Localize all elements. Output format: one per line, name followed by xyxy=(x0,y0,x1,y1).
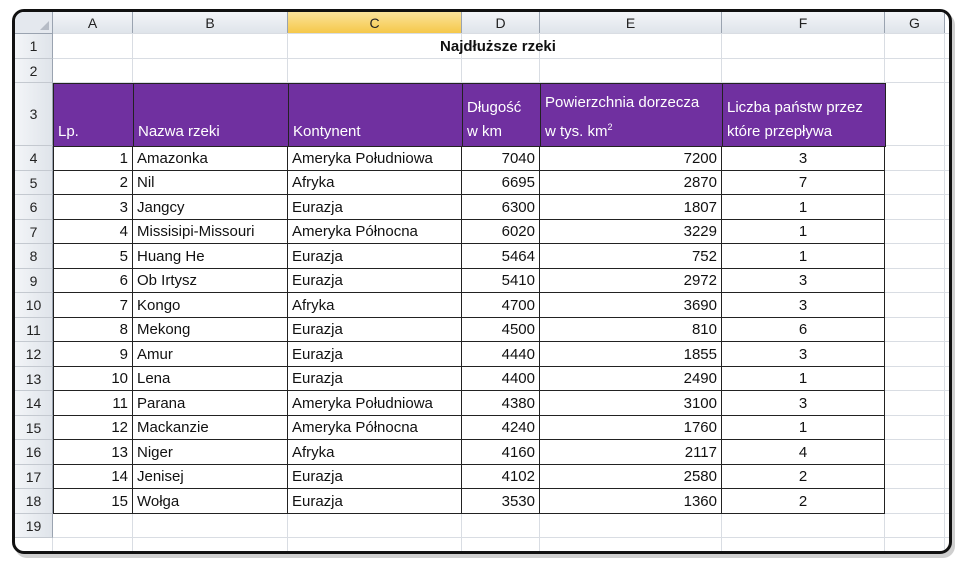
cell-length[interactable]: 6300 xyxy=(462,195,540,220)
row-header-18[interactable]: 18 xyxy=(15,489,53,514)
cell-basin[interactable]: 2117 xyxy=(540,440,722,465)
cell-countries[interactable]: 1 xyxy=(722,367,885,391)
header-length-line2-text: w km xyxy=(467,123,502,140)
cell-lp[interactable]: 3 xyxy=(53,195,133,220)
header-lp-label: Lp. xyxy=(58,123,79,140)
cell-name[interactable]: Jenisej xyxy=(133,465,288,489)
cell-countries[interactable]: 2 xyxy=(722,465,885,489)
column-header-d[interactable]: D xyxy=(462,12,540,34)
row-header-6[interactable]: 6 xyxy=(15,195,53,220)
header-length-line1: Długość xyxy=(467,99,522,116)
cell-basin[interactable]: 810 xyxy=(540,318,722,342)
cell-countries[interactable]: 4 xyxy=(722,440,885,465)
cell-lp[interactable]: 13 xyxy=(53,440,133,465)
cell-name[interactable]: Mekong xyxy=(133,318,288,342)
cell-continent[interactable]: Afryka xyxy=(288,440,462,465)
cell-length[interactable]: 4400 xyxy=(462,367,540,391)
row-header-9[interactable]: 9 xyxy=(15,269,53,293)
row-header-5[interactable]: 5 xyxy=(15,171,53,195)
row-header-12[interactable]: 12 xyxy=(15,342,53,367)
cell-countries[interactable]: 7 xyxy=(722,171,885,195)
gridline xyxy=(944,34,945,554)
cell-continent[interactable]: Ameryka Południowa xyxy=(288,146,462,171)
cell-continent[interactable]: Eurazja xyxy=(288,342,462,367)
cell-continent[interactable]: Eurazja xyxy=(288,465,462,489)
column-header-c[interactable]: C xyxy=(288,12,462,34)
cell-basin[interactable]: 7200 xyxy=(540,146,722,171)
cell-name[interactable]: Amur xyxy=(133,342,288,367)
cell-continent[interactable]: Ameryka Północna xyxy=(288,416,462,440)
cell-continent[interactable]: Eurazja xyxy=(288,489,462,514)
row-header-10[interactable]: 10 xyxy=(15,293,53,318)
column-header-e[interactable]: E xyxy=(540,12,722,34)
cell-name[interactable]: Amazonka xyxy=(133,146,288,171)
row-header-1[interactable]: 1 xyxy=(15,34,53,59)
cell-continent[interactable]: Eurazja xyxy=(288,244,462,269)
header-countries-line1: Liczba państw przez xyxy=(727,99,863,116)
header-basin-line1: Powierzchnia dorzecza xyxy=(545,94,700,111)
header-length[interactable] xyxy=(462,83,541,147)
cell-lp[interactable]: 11 xyxy=(53,391,133,416)
select-all-corner[interactable] xyxy=(15,12,53,34)
cell-lp[interactable]: 10 xyxy=(53,367,133,391)
spreadsheet-window xyxy=(12,9,952,554)
cell-name[interactable]: Niger xyxy=(133,440,288,465)
cell-basin[interactable]: 3690 xyxy=(540,293,722,318)
header-countries-line2 xyxy=(727,120,832,144)
cell-countries[interactable]: 2 xyxy=(722,489,885,514)
cell-basin[interactable]: 3229 xyxy=(540,220,722,244)
cell-basin[interactable]: 2490 xyxy=(540,367,722,391)
cell-lp[interactable]: 4 xyxy=(53,220,133,244)
row-header-7[interactable]: 7 xyxy=(15,220,53,244)
cell-lp[interactable]: 1 xyxy=(53,146,133,171)
column-header-g[interactable]: G xyxy=(885,12,945,34)
cell-continent[interactable]: Eurazja xyxy=(288,367,462,391)
cell-countries[interactable]: 1 xyxy=(722,195,885,220)
cell-name[interactable]: Missisipi-Missouri xyxy=(133,220,288,244)
cell-length[interactable]: 4440 xyxy=(462,342,540,367)
cell-lp[interactable]: 6 xyxy=(53,269,133,293)
cell-length[interactable]: 4160 xyxy=(462,440,540,465)
row-header-16[interactable]: 16 xyxy=(15,440,53,465)
row-header-14[interactable]: 14 xyxy=(15,391,53,416)
row-header-8[interactable]: 8 xyxy=(15,244,53,269)
header-name-label: Nazwa rzeki xyxy=(138,123,220,140)
row-header-11[interactable]: 11 xyxy=(15,318,53,342)
table-title: Najdłuższe rzeki xyxy=(440,38,556,55)
header-basin-line2 xyxy=(545,115,613,144)
cell-length[interactable]: 4102 xyxy=(462,465,540,489)
cell-countries[interactable]: 3 xyxy=(722,391,885,416)
column-header-b[interactable]: B xyxy=(133,12,288,34)
cell-continent[interactable]: Eurazja xyxy=(288,195,462,220)
cell-length[interactable]: 4700 xyxy=(462,293,540,318)
cell-continent[interactable]: Ameryka Północna xyxy=(288,220,462,244)
header-continent[interactable] xyxy=(288,83,463,147)
cell-basin[interactable]: 2870 xyxy=(540,171,722,195)
cell-length[interactable]: 4500 xyxy=(462,318,540,342)
header-lp[interactable] xyxy=(53,83,134,147)
cell-continent[interactable]: Afryka xyxy=(288,171,462,195)
cell-basin[interactable]: 3100 xyxy=(540,391,722,416)
cell-lp[interactable]: 12 xyxy=(53,416,133,440)
select-all-icon xyxy=(40,21,49,30)
row-header-3[interactable]: 3 xyxy=(15,83,53,146)
cell-name[interactable]: Huang He xyxy=(133,244,288,269)
row-header-4[interactable]: 4 xyxy=(15,146,53,171)
cell-length[interactable]: 5464 xyxy=(462,244,540,269)
header-name[interactable] xyxy=(133,83,289,147)
cell-name[interactable]: Mackanzie xyxy=(133,416,288,440)
cell-countries[interactable]: 3 xyxy=(722,146,885,171)
cell-name[interactable]: Lena xyxy=(133,367,288,391)
cell-length[interactable]: 6695 xyxy=(462,171,540,195)
cell-basin[interactable]: 1855 xyxy=(540,342,722,367)
cell-lp[interactable]: 15 xyxy=(53,489,133,514)
cell-name[interactable]: Parana xyxy=(133,391,288,416)
cell-length[interactable]: 6020 xyxy=(462,220,540,244)
cell-basin[interactable]: 752 xyxy=(540,244,722,269)
row-header-19[interactable]: 19 xyxy=(15,514,53,538)
cell-countries[interactable]: 3 xyxy=(722,269,885,293)
cell-basin[interactable]: 2972 xyxy=(540,269,722,293)
row-header-15[interactable]: 15 xyxy=(15,416,53,440)
column-header-f[interactable]: F xyxy=(722,12,885,34)
cell-lp[interactable]: 8 xyxy=(53,318,133,342)
cell-name[interactable]: Ob Irtysz xyxy=(133,269,288,293)
cell-lp[interactable]: 2 xyxy=(53,171,133,195)
cell-name[interactable]: Nil xyxy=(133,171,288,195)
cell-length[interactable]: 4240 xyxy=(462,416,540,440)
cell-countries[interactable]: 1 xyxy=(722,416,885,440)
cell-name[interactable]: Jangcy xyxy=(133,195,288,220)
header-countries-line2-text: które przepływa xyxy=(727,123,833,140)
row-header-17[interactable]: 17 xyxy=(15,465,53,489)
cell-basin[interactable]: 1760 xyxy=(540,416,722,440)
cell-continent[interactable]: Eurazja xyxy=(288,269,462,293)
row-header-2[interactable]: 2 xyxy=(15,59,53,83)
header-basin-line2-text: w tys. km xyxy=(545,123,608,140)
cell-length[interactable]: 7040 xyxy=(462,146,540,171)
cell-length[interactable]: 3530 xyxy=(462,489,540,514)
header-basin-superscript: 2 xyxy=(607,122,613,132)
cell-lp[interactable]: 5 xyxy=(53,244,133,269)
cell-countries[interactable]: 3 xyxy=(722,342,885,367)
cell-countries[interactable]: 1 xyxy=(722,244,885,269)
header-continent-label: Kontynent xyxy=(293,123,361,140)
cell-continent[interactable]: Ameryka Południowa xyxy=(288,391,462,416)
header-length-line2 xyxy=(467,120,502,144)
cell-lp[interactable]: 7 xyxy=(53,293,133,318)
column-header-a[interactable]: A xyxy=(53,12,133,34)
cell-basin[interactable]: 1807 xyxy=(540,195,722,220)
cell-countries[interactable]: 6 xyxy=(722,318,885,342)
cell-length[interactable]: 5410 xyxy=(462,269,540,293)
cell-name[interactable]: Wołga xyxy=(133,489,288,514)
cell-continent[interactable]: Eurazja xyxy=(288,318,462,342)
row-header-13[interactable]: 13 xyxy=(15,367,53,391)
cell-name[interactable]: Kongo xyxy=(133,293,288,318)
header-countries[interactable] xyxy=(722,83,886,147)
cell-basin[interactable]: 1360 xyxy=(540,489,722,514)
cell-length[interactable]: 4380 xyxy=(462,391,540,416)
header-basin[interactable] xyxy=(540,83,723,147)
gridline xyxy=(53,537,952,538)
cell-continent[interactable]: Afryka xyxy=(288,293,462,318)
cell-lp[interactable]: 9 xyxy=(53,342,133,367)
cell-lp[interactable]: 14 xyxy=(53,465,133,489)
cell-countries[interactable]: 3 xyxy=(722,293,885,318)
cell-countries[interactable]: 1 xyxy=(722,220,885,244)
cell-basin[interactable]: 2580 xyxy=(540,465,722,489)
